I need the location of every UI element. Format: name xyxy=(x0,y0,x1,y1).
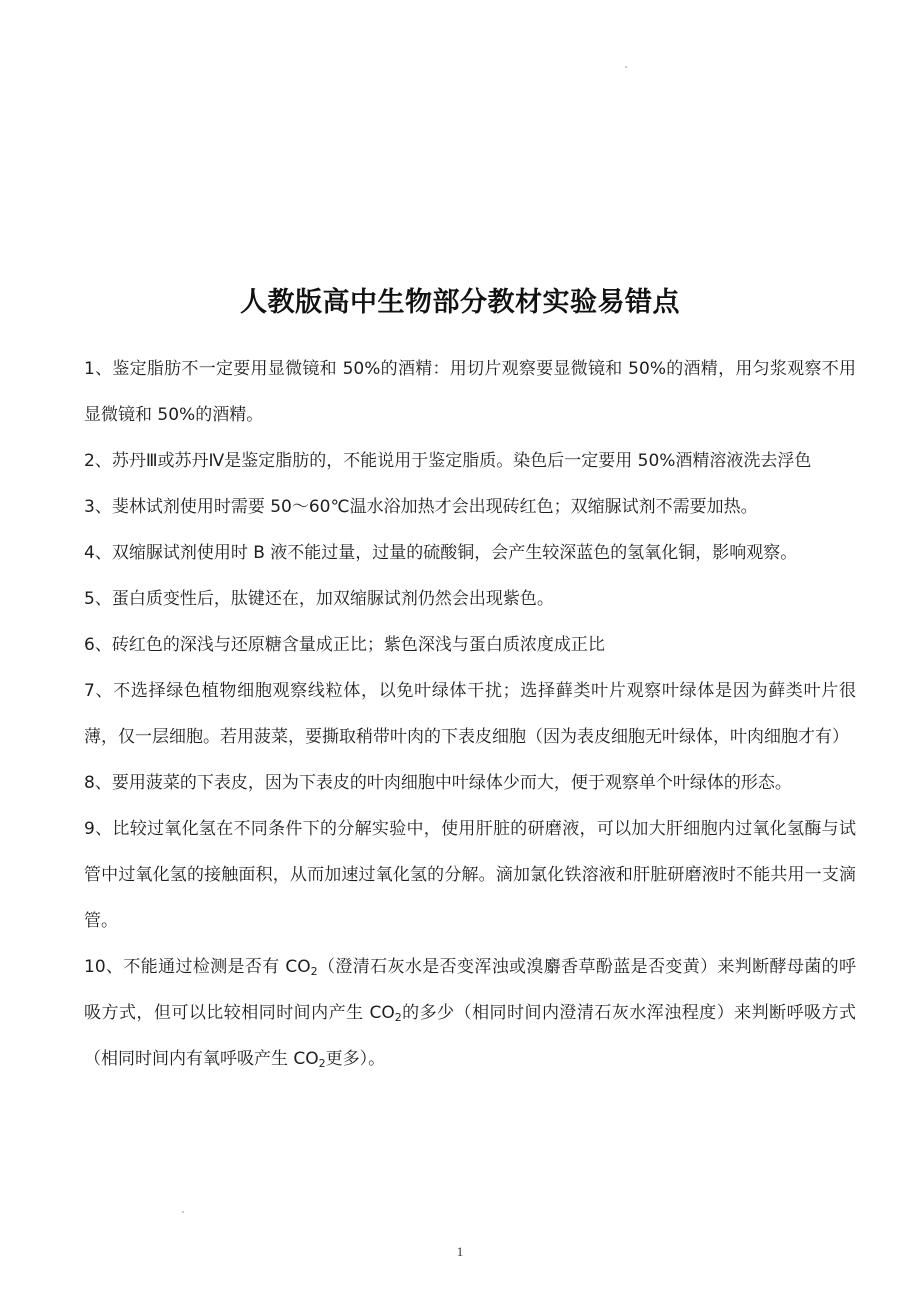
subscript-2: 2 xyxy=(318,1057,326,1070)
document-body xyxy=(84,346,856,1082)
scan-speck-bottom xyxy=(182,1211,184,1213)
item10-text-1: 10、不能通过检测是否有 CO xyxy=(84,957,311,977)
list-item: 8、要用菠菜的下表皮，因为下表皮的叶肉细胞中叶绿体少而大，便于观察单个叶绿体的形态。 xyxy=(84,773,792,793)
list-item: 1、鉴定脂肪不一定要用显微镜和 50%的酒精：用切片观察要显微镜和 50%的酒精，用匀浆观察不用显微镜和 50%的酒精。 xyxy=(84,359,856,425)
scan-speck-top xyxy=(625,66,627,68)
subscript-2: 2 xyxy=(310,965,318,978)
subscript-2: 2 xyxy=(394,1011,402,1024)
item10-text-2: （澄清石灰水是否变浑浊或溴麝香草酚蓝是否变黄）来判断酵母菌的呼吸方式，但可以比较相同时间内产生 CO xyxy=(84,957,856,1023)
list-item: 5、蛋白质变性后，肽键还在，加双缩脲试剂仍然会出现紫色。 xyxy=(84,589,554,609)
list-item: 9、比较过氧化氢在不同条件下的分解实验中，使用肝脏的研磨液，可以加大肝细胞内过氧化氢酶与试管中过氧化氢的接触面积，从而加速过氧化氢的分解。滴加氯化铁溶液和肝脏研磨液时不能共用一支滴管。 xyxy=(84,819,856,931)
list-item: 4、双缩脲试剂使用时 B 液不能过量，过量的硫酸铜，会产生较深蓝色的氢氧化铜，影响观察。 xyxy=(84,543,798,563)
list-item: 6、砖红色的深浅与还原糖含量成正比；紫色深浅与蛋白质浓度成正比 xyxy=(84,635,605,655)
item10-text-4: 更多）。 xyxy=(325,1049,386,1069)
list-item-10 xyxy=(84,944,856,1082)
page-number: 1 xyxy=(456,1244,464,1259)
item10-text-3: 的多少（相同时间内澄清石灰水浑浊程度）来判断呼吸方式（相同时间内有氧呼吸产生 CO xyxy=(84,1003,857,1069)
list-item: 2、苏丹Ⅲ或苏丹Ⅳ是鉴定脂肪的，不能说用于鉴定脂质。染色后一定要用 50%酒精溶液洗去浮色 xyxy=(84,451,812,471)
list-item: 7、不选择绿色植物细胞观察线粒体，以免叶绿体干扰；选择藓类叶片观察叶绿体是因为藓类叶片很薄，仅一层细胞。若用菠菜，要撕取稍带叶肉的下表皮细胞（因为表皮细胞无叶绿体，叶肉细胞才有） xyxy=(84,681,856,747)
document-title: 人教版高中生物部分教材实验易错点 xyxy=(240,287,680,318)
list-item: 3、斐林试剂使用时需要 50～60℃温水浴加热才会出现砖红色；双缩脲试剂不需要加热。 xyxy=(84,497,758,517)
